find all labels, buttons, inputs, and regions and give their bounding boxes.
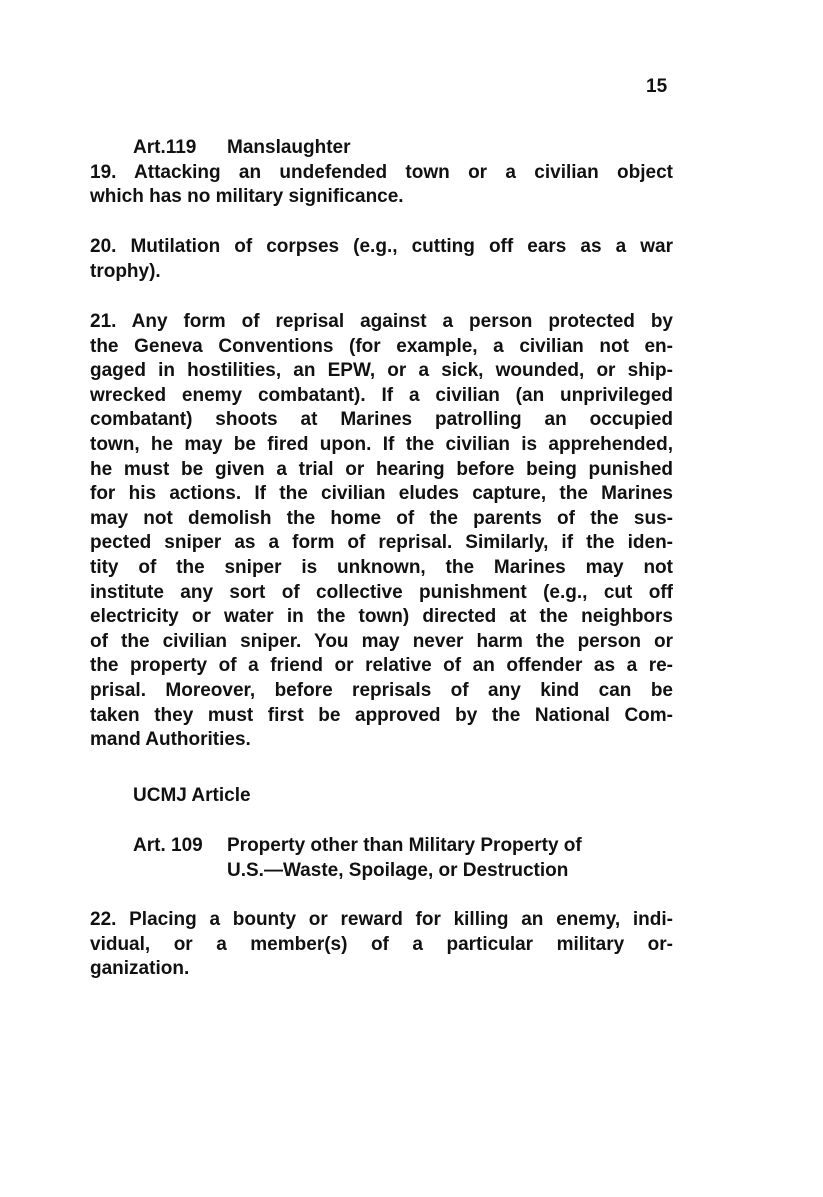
item-21-line: the Geneva Conventions (for example, a civilian not en- [90,335,673,357]
item-21-line: for his actions. If the civilian eludes capture, the Marines [90,483,673,505]
item-21-line: he must be given a trial or hearing before being punished [90,458,673,480]
item-20 [90,235,673,284]
item-21-line: gaged in hostilities, an EPW, or a sick, wounded, or ship- [90,360,673,382]
item-21-line: taken they must first be approved by the National Com- [90,704,673,726]
item-21-line: combatant) shoots at Marines patrolling an occupied [90,409,673,431]
article-heading [90,136,673,161]
item-21-line: mand Authorities. [90,729,251,751]
item-21-line: town, he may be fired upon. If the civilian is apprehended, [90,433,673,455]
article-number: Art.119 [133,137,197,158]
item-21-line: may not demolish the home of the parents of the sus- [90,507,673,529]
item-21-line: tity of the sniper is unknown, the Marines may not [90,556,673,578]
item-21-line: electricity or water in the town) directed at the neighbors [90,606,673,628]
article-number: Art. 109 [133,835,203,856]
item-21-line: of the civilian sniper. You may never harm the person or [90,630,673,652]
article-title: Manslaughter [227,137,351,158]
item-22-line: ganization. [90,958,190,980]
item-21-line: institute any sort of collective punishment (e.g., cut off [90,581,673,603]
item-22-line: 22. Placing a bounty or reward for killing an enemy, indi- [90,909,673,930]
item-22-line: vidual, or a member(s) of a particular military or- [90,933,673,955]
section-art-109 [90,834,673,883]
item-20-line: 20. Mutilation of corpses (e.g., cutting off ears as a war [90,236,673,257]
article-heading [90,834,673,859]
item-20-line: trophy). [90,260,161,282]
page-number: 15 [646,76,668,97]
item-21 [90,310,673,753]
item-21-line: 21. Any form of reprisal against a person protected by [90,311,673,332]
item-19-line: 19. Attacking an undefended town or a civilian object [90,161,673,183]
item-19-line: which has no military significance. [90,186,404,208]
item-21-line: prisal. Moreover, before reprisals of any kind can be [90,679,673,701]
ucmj-heading-text: UCMJ Article [133,785,251,806]
ucmj-heading [90,784,673,809]
article-title-continued: U.S.—Waste, Spoilage, or Destruction [227,859,569,881]
item-21-line: the property of a friend or relative of an offender as a re- [90,655,673,677]
article-title: Property other than Military Property of [227,835,582,856]
item-21-line: pected sniper as a form of reprisal. Similarly, if the iden- [90,532,673,554]
item-21-line: wrecked enemy combatant). If a civilian (an unprivileged [90,384,673,406]
item-22 [90,908,673,982]
section-art-119 [90,136,673,210]
